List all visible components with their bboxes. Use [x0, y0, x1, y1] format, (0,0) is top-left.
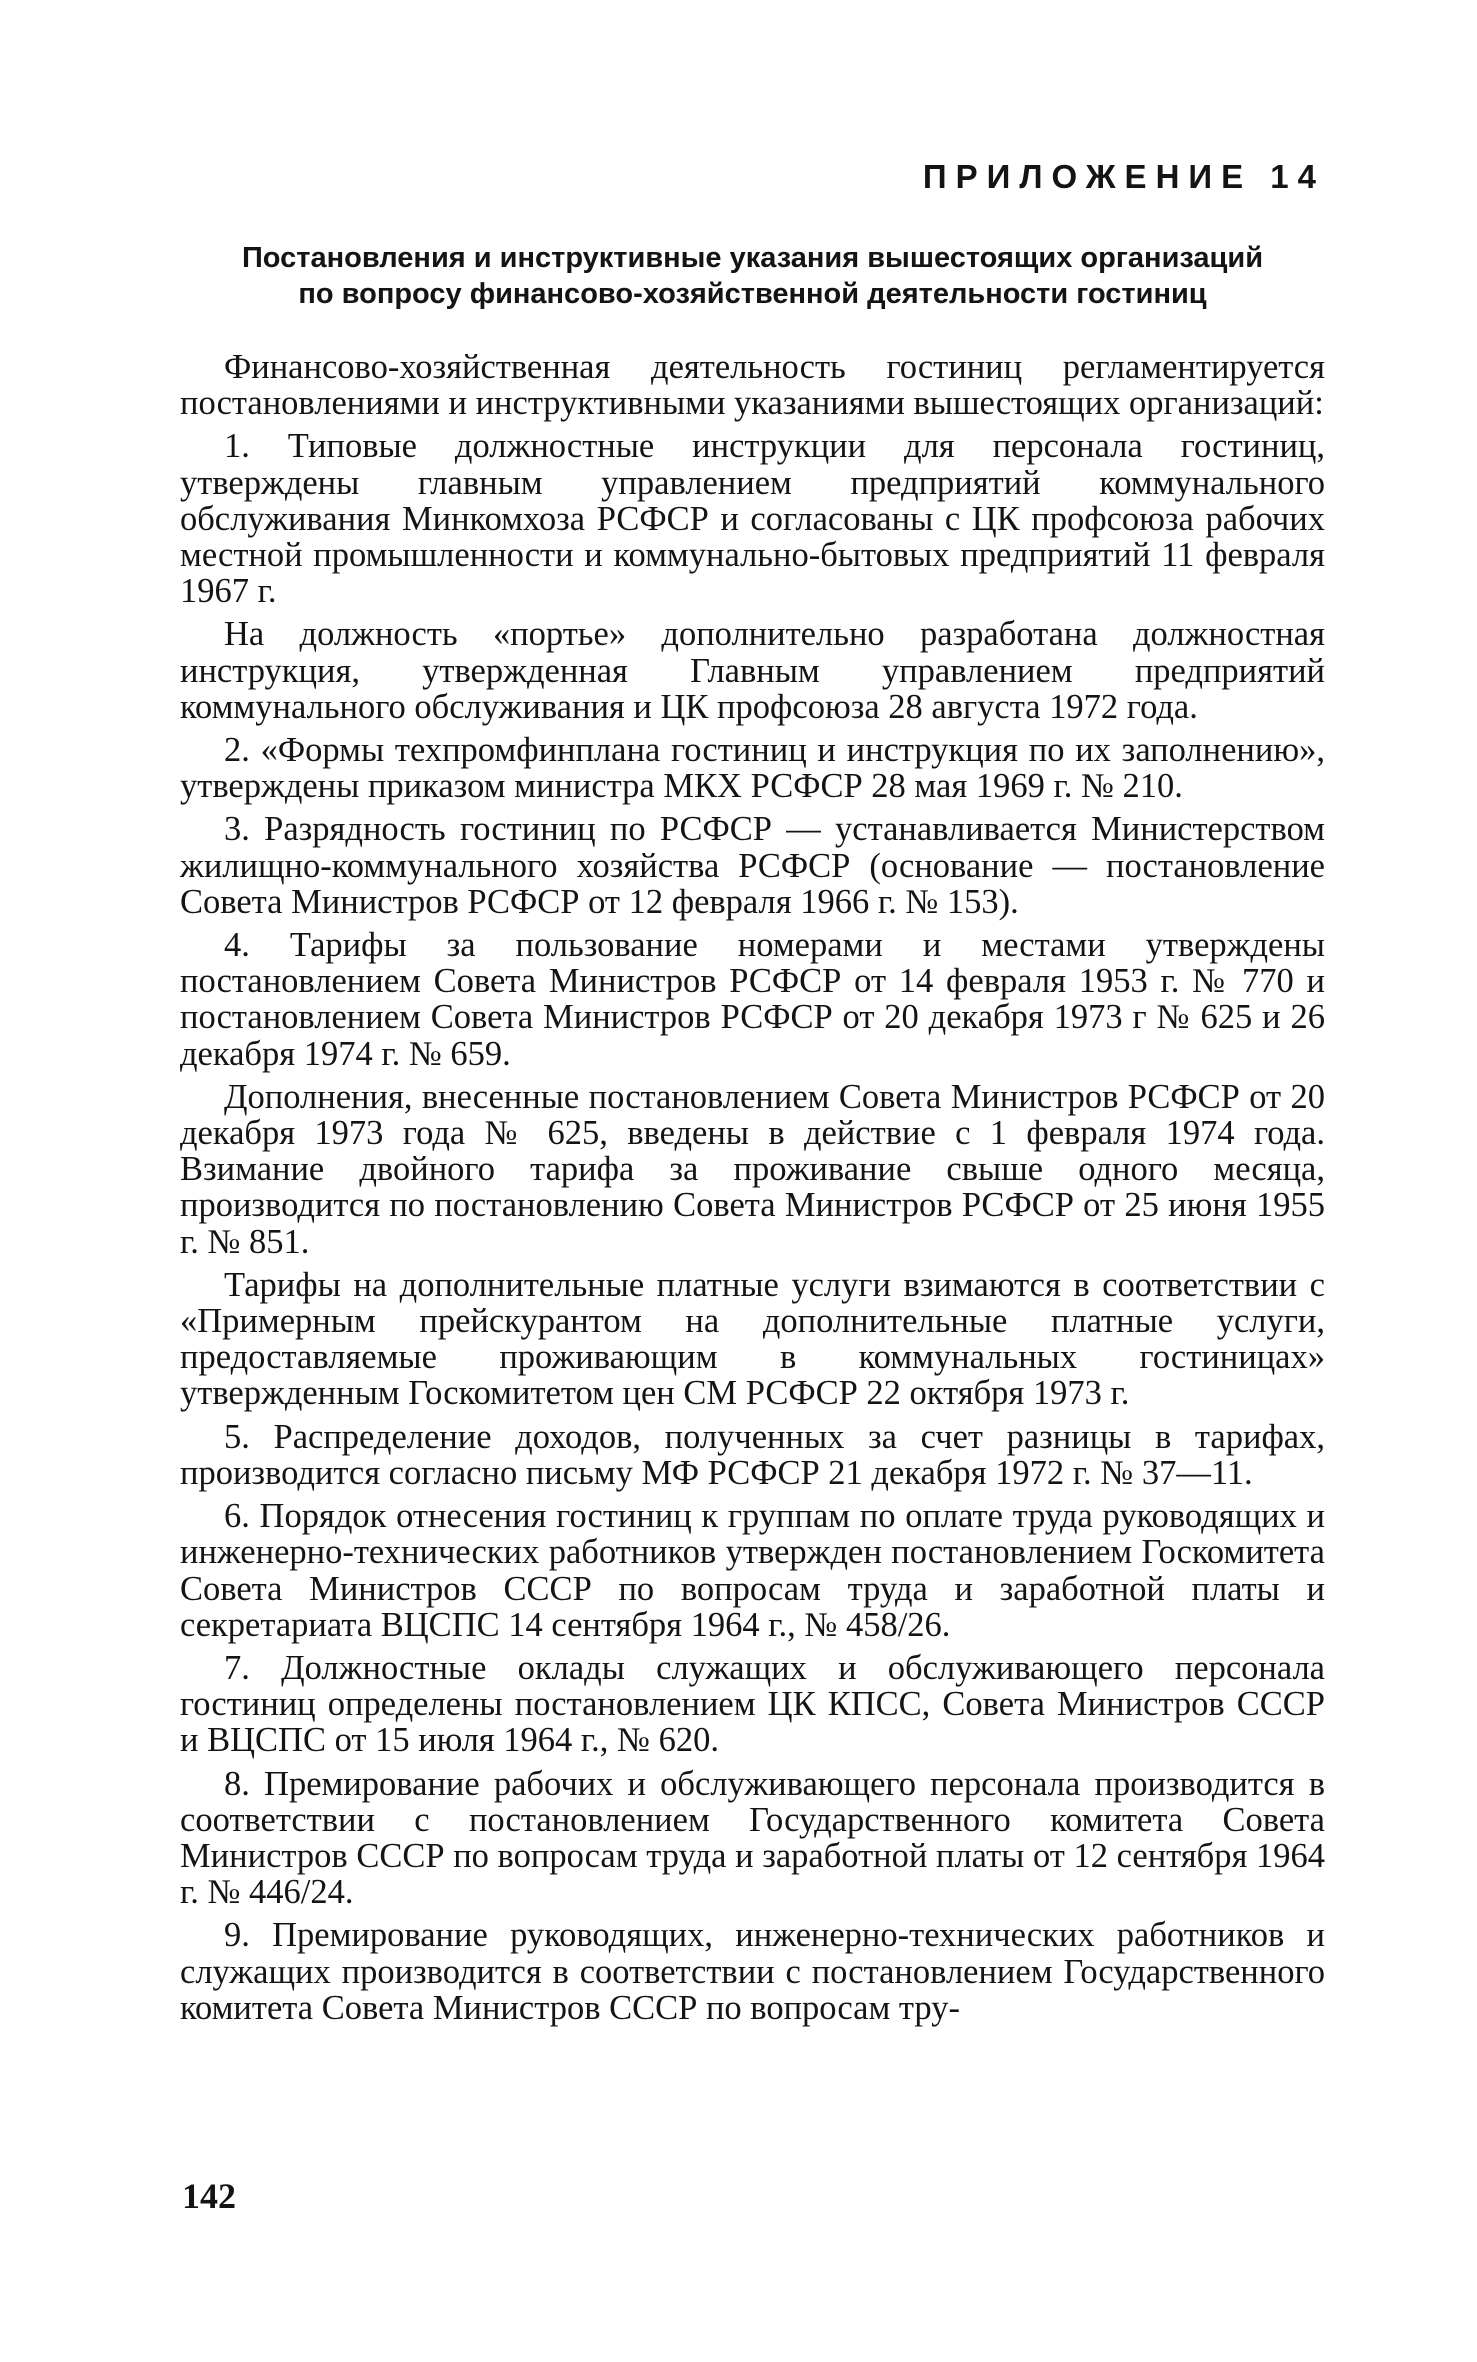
body-text — [180, 349, 1325, 2033]
paragraph-item-4-tariffs: Тарифы на дополнительные платные услуги взимаются в соответствии с «Примерным прейскурантом на дополнительные платные услуги, предоставляемые проживающим в коммунальных гостиницах» утвержденным Госкомитетом цен СМ РСФСР 22 октября 1973 г. — [180, 1265, 1325, 1413]
paragraph-item-8: 8. Премирование рабочих и обслуживающего персонала производится в соответствии с постановлением Государственного комитета Совета Министров СССР по вопросам труда и заработной платы от 12 сентября 1964 г. № 446/24. — [180, 1764, 1325, 1912]
paragraph-item-2: 2. «Формы техпромфинплана гостиниц и инструкция по их заполнению», утверждены приказом министра МКХ РСФСР 28 мая 1969 г. № 210. — [180, 731, 1325, 806]
heading-line-1: Постановления и инструктивные указания вышестоящих организаций — [241, 242, 1264, 274]
section-heading — [180, 240, 1325, 312]
appendix-title: ПРИЛОЖЕНИЕ 14 — [922, 158, 1325, 195]
paragraph-item-4: 4. Тарифы за пользование номерами и местами утверждены постановлением Совета Министров РСФСР от 14 февраля 1953 г. № 770 и постановлением Совета Министров РСФСР от 20 декабря 1973 г № 625 и 26 декабря 1974 г. № 659. — [180, 926, 1325, 1073]
paragraph-item-9: 9. Премирование руководящих, инженерно-технических работников и служащих производится в соответствии с постановлением Государственного комитета Совета Министров СССР по вопросам тру- — [180, 1916, 1325, 2027]
paragraph-item-1-note: На должность «портье» дополнительно разработана должностная инструкция, утвержденная Главным управлением предприятий коммунального обслуживания и ЦК профсоюза 28 августа 1972 года. — [180, 615, 1325, 726]
paragraph-item-3: 3. Разрядность гостиниц по РСФСР — устанавливается Министерством жилищно-коммунального хозяйства РСФСР (основание — постановление Совета Министров РСФСР от 12 февраля 1966 г. № 153). — [180, 810, 1325, 921]
paragraph-intro: Финансово-хозяйственная деятельность гостиниц регламентируется постановлениями и инструктивными указаниями вышестоящих организаций: — [180, 348, 1325, 423]
paragraph-item-1: 1. Типовые должностные инструкции для персонала гостиниц, утверждены главным управлением предприятий коммунального обслуживания Минкомхоза РСФСР и согласованы с ЦК профсоюза рабочих местной промышленности и коммунально-бытовых предприятий 11 февраля 1967 г. — [180, 427, 1325, 611]
heading-line-2: по вопросу финансово-хозяйственной деятельности гостиниц — [298, 278, 1207, 310]
paragraph-item-7: 7. Должностные оклады служащих и обслуживающего персонала гостиниц определены постановлением ЦК КПСС, Совета Министров СССР и ВЦСПС от 15 июля 1964 г., № 620. — [180, 1648, 1325, 1760]
paragraph-item-4-additions: Дополнения, внесенные постановлением Совета Министров РСФСР от 20 декабря 1973 года № 625, введены в действие с 1 февраля 1974 года. Взимание двойного тарифа за проживание свыше одного месяца, производится по постановлению Совета Министров РСФСР от 25 июня 1955 г. № 851. — [180, 1077, 1325, 1261]
page-number: 142 — [182, 2176, 236, 2216]
paragraph-item-5: 5. Распределение доходов, полученных за счет разницы в тарифах, производится согласно письму МФ РСФСР 21 декабря 1972 г. № 37—11. — [180, 1417, 1325, 1492]
paragraph-item-6: 6. Порядок отнесения гостиниц к группам по оплате труда руководящих и инженерно-технических работников утвержден постановлением Госкомитета Совета Министров СССР по вопросам труда и заработной платы и секретариата ВЦСПС 14 сентября 1964 г., № 458/26. — [180, 1497, 1325, 1644]
